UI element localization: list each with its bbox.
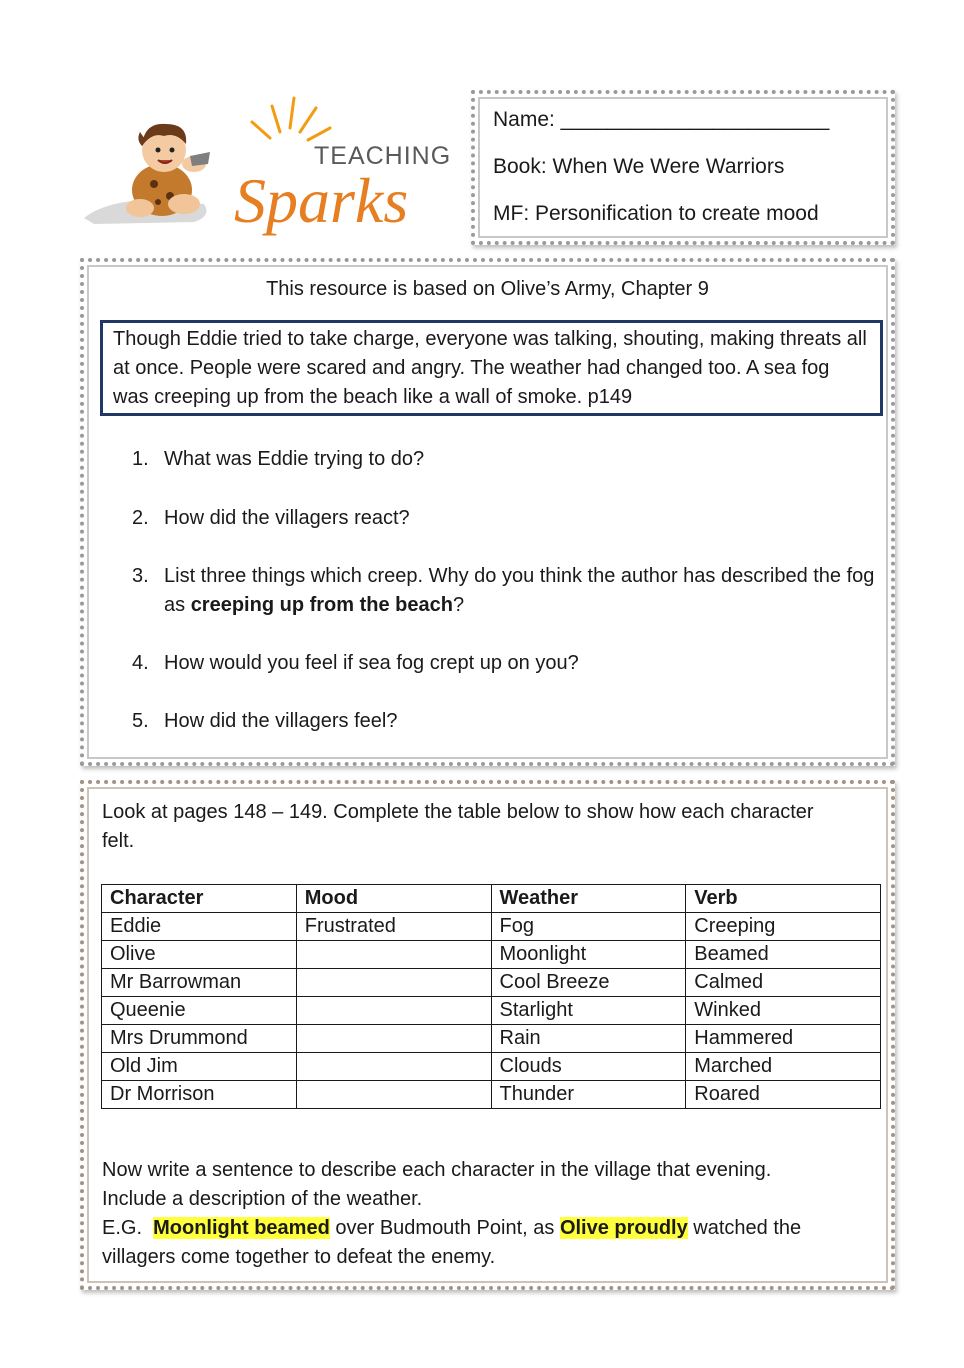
table-cell-weather: Thunder [491, 1081, 686, 1109]
caveman-mascot-icon [84, 92, 456, 240]
table-cell-character: Mrs Drummond [102, 1025, 297, 1053]
table-cell-verb: Marched [686, 1053, 881, 1081]
example-ending: watched the villagers come together to defeat the enemy. [102, 1217, 802, 1268]
table-cell-weather: Fog [491, 913, 686, 941]
example-highlight-weather: Moonlight beamed [153, 1217, 330, 1239]
table-row [102, 997, 881, 1025]
question-text: How did the villagers feel? [164, 710, 398, 732]
character-table-box [80, 780, 895, 1290]
example-prefix: E.G. [102, 1217, 154, 1239]
question-text: What was Eddie trying to do? [164, 448, 425, 470]
table-cell-weather: Starlight [491, 997, 686, 1025]
question-text [164, 562, 884, 620]
table-cell-mood[interactable] [296, 997, 491, 1025]
table-cell-mood[interactable] [296, 1053, 491, 1081]
book-label: Book: When We Were Warriors [493, 155, 785, 178]
mf-label: MF: Personification to create mood [493, 202, 819, 225]
question-number: 3. [132, 565, 149, 587]
question-text: How did the villagers react? [164, 507, 410, 529]
question-text-end: ? [452, 594, 465, 616]
column-header-character: Character [102, 885, 297, 913]
table-cell-verb: Calmed [686, 969, 881, 997]
table-cell-character: Queenie [102, 997, 297, 1025]
teaching-sparks-logo [84, 92, 456, 240]
table-cell-mood[interactable] [296, 969, 491, 997]
table-cell-verb: Winked [686, 997, 881, 1025]
question-number: 2. [132, 507, 149, 529]
table-cell-mood[interactable]: Frustrated [296, 913, 491, 941]
question-text-start: List three things which creep. Why do you think the author has described the fog as [164, 565, 875, 616]
example-middle: over Budmouth Point, as [329, 1217, 560, 1239]
logo-text-teaching: TEACHING [314, 142, 452, 170]
reading-questions-box [80, 258, 895, 766]
table-row [102, 941, 881, 969]
table-cell-character: Old Jim [102, 1053, 297, 1081]
table-row [102, 1025, 881, 1053]
table-cell-verb: Roared [686, 1081, 881, 1109]
name-field[interactable]: Name: _______________________ [493, 108, 830, 131]
table-row [102, 913, 881, 941]
column-header-verb: Verb [686, 885, 881, 913]
table-cell-weather: Cool Breeze [491, 969, 686, 997]
character-mood-table [101, 884, 881, 1109]
table-row [102, 1053, 881, 1081]
instruction-line-1: Now write a sentence to describe each character in the village that evening. [102, 1159, 772, 1181]
table-cell-weather: Rain [491, 1025, 686, 1053]
logo-text-sparks: Sparks [234, 165, 409, 236]
table-cell-weather: Clouds [491, 1053, 686, 1081]
table-cell-character: Mr Barrowman [102, 969, 297, 997]
table-cell-character: Olive [102, 941, 297, 969]
table-intro: Look at pages 148 – 149. Complete the table below to show how each character felt. [102, 801, 814, 852]
instruction-line-2: Include a description of the weather. [102, 1188, 423, 1210]
question-number: 5. [132, 710, 149, 732]
header-info-box [471, 90, 895, 245]
question-bold-phrase: creeping up from the beach [190, 594, 453, 616]
table-body [102, 913, 881, 1109]
table-cell-mood[interactable] [296, 1025, 491, 1053]
table-cell-verb: Creeping [686, 913, 881, 941]
resource-title: This resource is based on Olive’s Army, Chapter 9 [266, 278, 709, 300]
question-number: 1. [132, 448, 149, 470]
question-text: How would you feel if sea fog crept up on you? [164, 652, 579, 674]
table-cell-mood[interactable] [296, 941, 491, 969]
table-cell-verb: Hammered [686, 1025, 881, 1053]
table-row [102, 969, 881, 997]
example-sentence [102, 1214, 872, 1272]
table-cell-weather: Moonlight [491, 941, 686, 969]
passage-extract: Though Eddie tried to take charge, everyone was talking, shouting, making threats all at once. People were scared and angry. The weather had changed too. A sea fog was creeping up from the beach like a wall of smoke. p149 [100, 320, 883, 416]
table-cell-character: Eddie [102, 913, 297, 941]
column-header-mood: Mood [296, 885, 491, 913]
table-row [102, 1081, 881, 1109]
table-cell-mood[interactable] [296, 1081, 491, 1109]
question-number: 4. [132, 652, 149, 674]
table-cell-character: Dr Morrison [102, 1081, 297, 1109]
writing-instructions [102, 1156, 872, 1272]
table-header-row [102, 885, 881, 913]
column-header-weather: Weather [491, 885, 686, 913]
example-highlight-character: Olive proudly [559, 1217, 688, 1239]
table-cell-verb: Beamed [686, 941, 881, 969]
